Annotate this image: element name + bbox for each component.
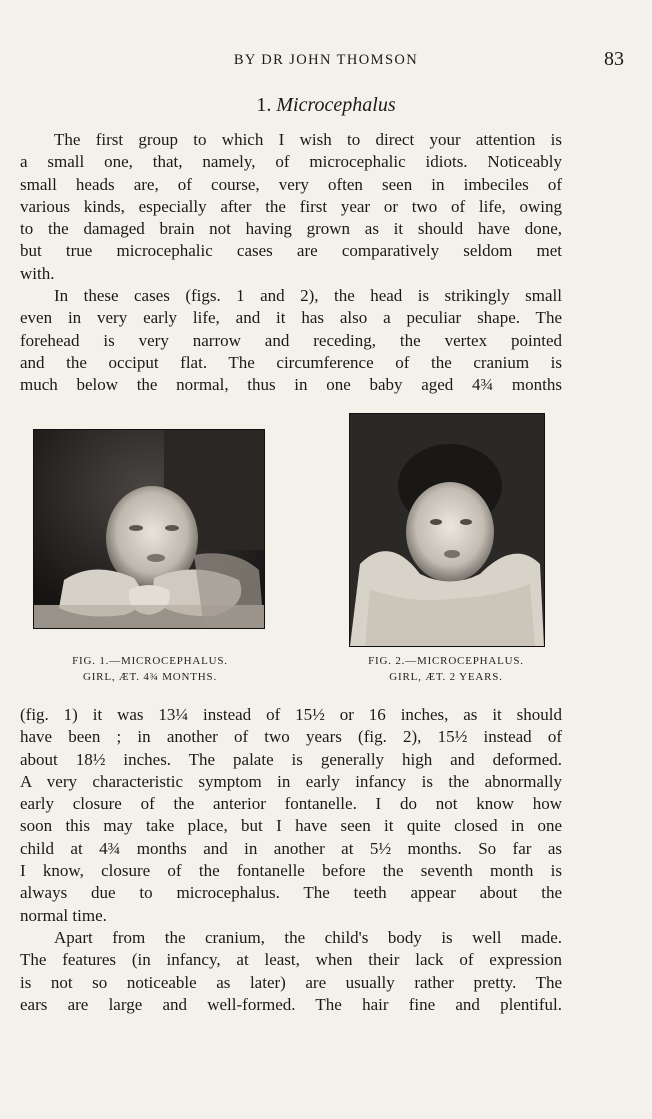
figure-1-caption-line2: GIRL, ÆT. 4¾ MONTHS. <box>82 671 218 683</box>
text-line: to the damaged brain not having grown as it should have done, <box>20 219 562 239</box>
text-line: The first group to which I wish to direct your attention is <box>54 130 562 149</box>
text-line: (fig. 1) it was 13¼ instead of 15½ or 16 inches, as it should <box>20 705 562 724</box>
paragraph-2 <box>20 285 562 396</box>
figure-1-caption <box>40 653 260 685</box>
figure-2-caption-line2: GIRL, ÆT. 2 YEARS. <box>389 671 503 683</box>
text-line: child at 4¾ months and in another at 5½ months. So far as <box>20 838 562 858</box>
text-line: much below the normal, thus in one baby aged 4¾ months <box>20 375 562 395</box>
text-line: with. <box>20 263 55 283</box>
text-line: a small one, that, namely, of microcephalic idiots. Noticeably <box>20 152 562 172</box>
text-line: always due to microcephalus. The teeth appear about the <box>20 883 562 903</box>
figure-2-caption <box>346 653 546 685</box>
text-line: Apart from the cranium, the child's body is well made. <box>54 928 562 947</box>
text-line: but true microcephalic cases are comparatively seldom met <box>20 241 562 261</box>
text-line: about 18½ inches. The palate is generally high and deformed. <box>20 749 562 769</box>
text-line: have been ; in another of two years (fig. 2), 15½ instead of <box>20 727 562 747</box>
text-line: various kinds, especially after the first year or two of life, owing <box>20 196 562 216</box>
text-line: I know, closure of the fontanelle before the seventh month is <box>20 861 562 881</box>
paragraph-1 <box>20 129 562 285</box>
baby-photo-1-illustration <box>34 430 264 628</box>
text-line: early closure of the anterior fontanelle. I do not know how <box>20 794 562 814</box>
text-line: ears are large and well-formed. The hair fine and plentiful. <box>20 994 562 1014</box>
running-head <box>20 50 632 74</box>
figure-2-caption-line1: FIG. 2.—MICROCEPHALUS. <box>368 655 524 667</box>
section-number: 1. <box>256 94 272 116</box>
baby-photo-2-illustration <box>350 414 544 646</box>
figure-2-photo <box>349 413 545 647</box>
text-line: normal time. <box>20 905 107 925</box>
running-head-author: BY DR JOHN THOMSON <box>233 52 419 68</box>
text-line: forehead is very narrow and receding, the vertex pointed <box>20 330 562 350</box>
paragraph-3 <box>20 704 562 927</box>
section-title: Microcephalus <box>276 94 396 116</box>
figure-1-caption-line1: FIG. 1.—MICROCEPHALUS. <box>72 655 228 667</box>
text-line: small heads are, of course, very often seen in imbeciles of <box>20 174 562 194</box>
text-line: In these cases (figs. 1 and 2), the head is strikingly small <box>54 286 562 305</box>
figure-1-photo <box>33 429 265 629</box>
page-number: 83 <box>604 48 624 70</box>
section-heading <box>0 94 652 117</box>
text-line: soon this may take place, but I have seen it quite closed in one <box>20 816 562 836</box>
text-line: A very characteristic symptom in early infancy is the abnormally <box>20 771 562 791</box>
text-line: is not so noticeable as later) are usually rather pretty. The <box>20 972 562 992</box>
paragraph-4 <box>20 927 562 1016</box>
text-line: even in very early life, and it has also a peculiar shape. The <box>20 308 562 328</box>
text-line: and the occiput flat. The circumference of the cranium is <box>20 352 562 372</box>
text-line: The features (in infancy, at least, when their lack of expression <box>20 950 562 970</box>
